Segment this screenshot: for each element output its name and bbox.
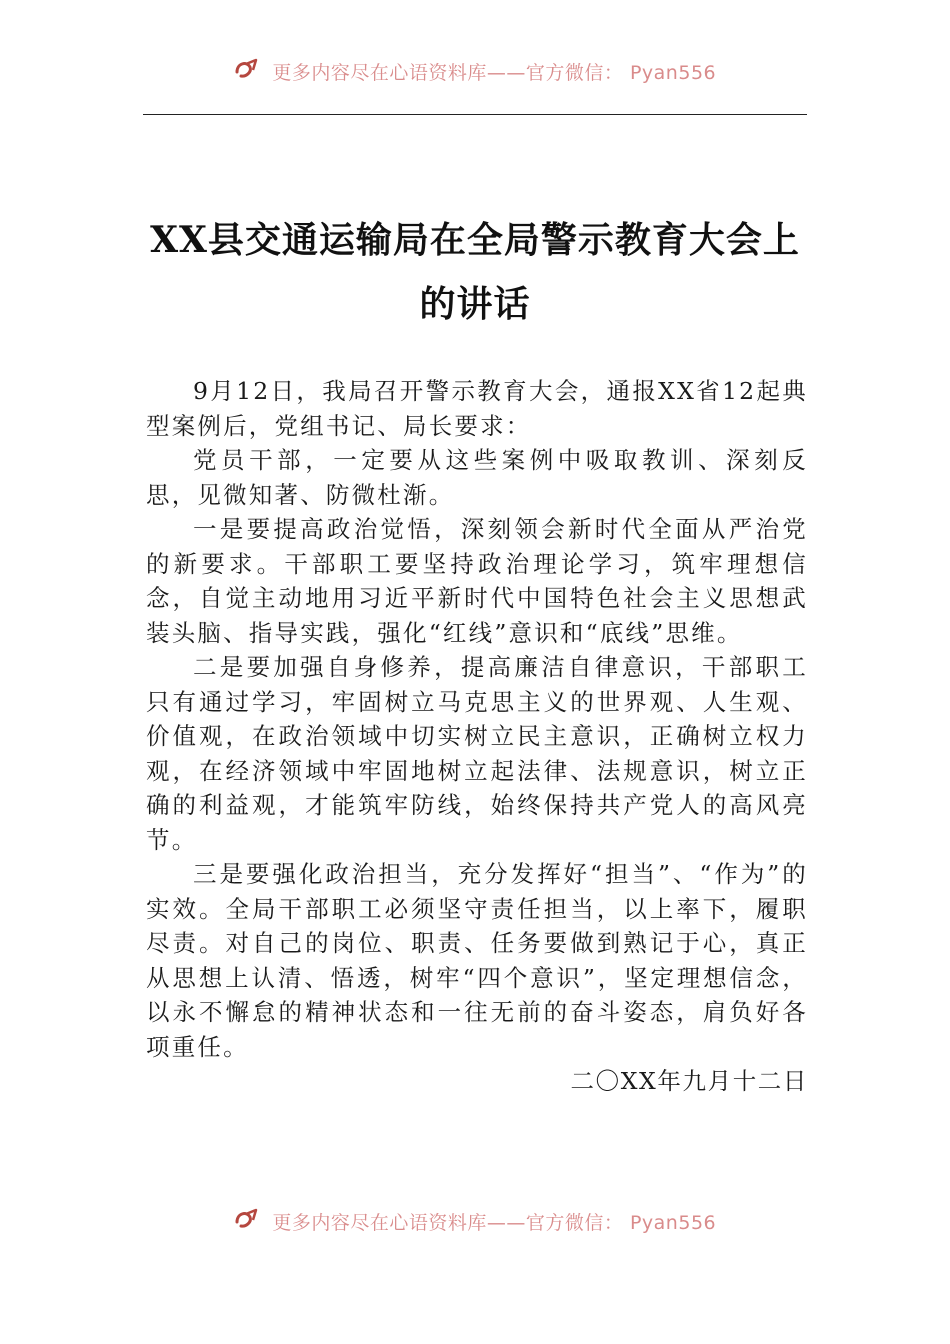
paragraph: 党员干部，一定要从这些案例中吸取教训、深刻反思，见微知著、防微杜渐。 [146, 446, 808, 509]
paragraph: 9月12日，我局召开警示教育大会，通报XX省12起典型案例后，党组书记、局长要求： [146, 377, 808, 440]
logo-icon [234, 1208, 260, 1235]
document-date: 二〇XX年九月十二日 [570, 1067, 808, 1095]
watermark-text: 更多内容尽在心语资料库——官方微信： Pyan556 [272, 62, 717, 84]
document-body [146, 374, 808, 1099]
header-watermark [0, 58, 950, 85]
paragraph: 二是要加强自身修养，提高廉洁自律意识，干部职工只有通过学习，牢固树立马克思主义的世界观、人生观、价值观，在政治领域中切实树立民主意识，正确树立权力观，在经济领域中牢固地树立起法律、法规意识，树立正确的利益观，才能筑牢防线，始终保持共产党人的高风亮节。 [146, 653, 808, 854]
watermark-text: 更多内容尽在心语资料库——官方微信： Pyan556 [272, 1212, 717, 1234]
logo-icon [234, 58, 260, 85]
paragraph: 一是要提高政治觉悟，深刻领会新时代全面从严治党的新要求。干部职工要坚持政治理论学习，筑牢理想信念，自觉主动地用习近平新时代中国特色社会主义思想武装头脑、指导实践，强化“红线”意识和“底线”思维。 [146, 515, 808, 647]
footer-watermark [0, 1208, 950, 1235]
document-title: XX县交通运输局在全局警示教育大会上的讲话 [150, 219, 800, 325]
header-divider [143, 114, 807, 115]
paragraph: 三是要强化政治担当，充分发挥好“担当”、“作为”的实效。全局干部职工必须坚守责任担当，以上率下，履职尽责。对自己的岗位、职责、任务要做到熟记于心，真正从思想上认清、悟透，树牢“四个意识”，坚定理想信念，以永不懈怠的精神状态和一往无前的奋斗姿态，肩负好各项重任。 [146, 860, 808, 1061]
